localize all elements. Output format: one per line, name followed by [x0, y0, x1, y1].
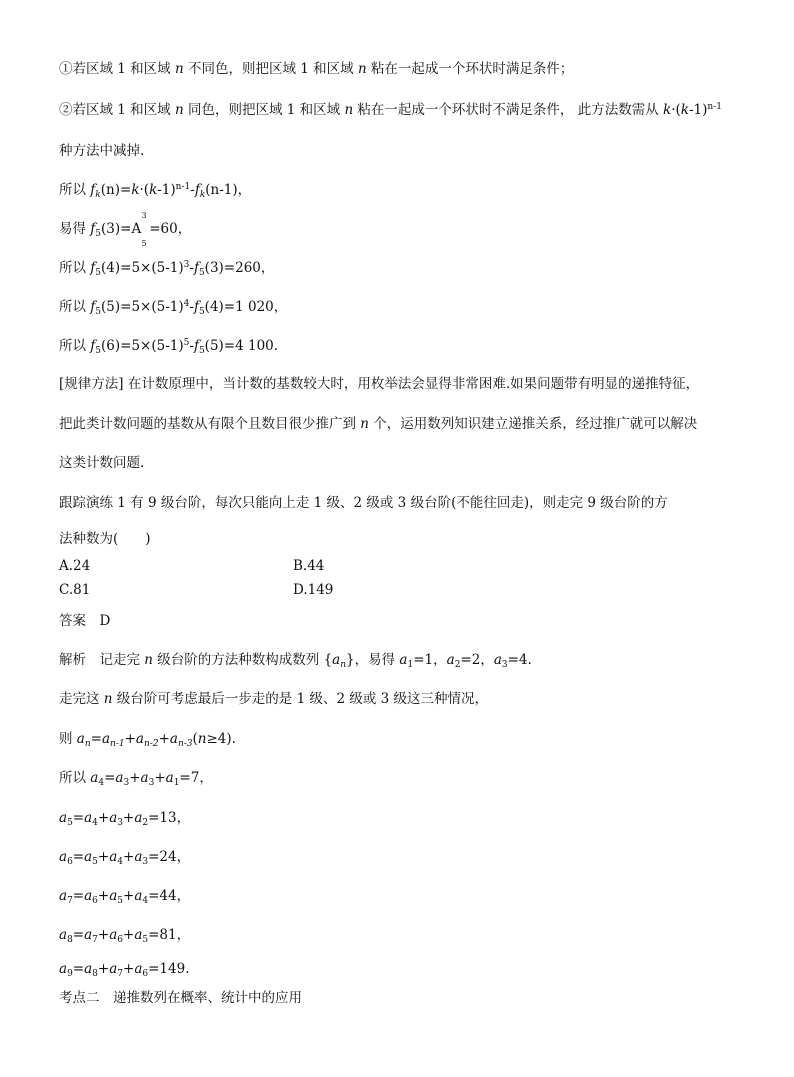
- option-a: A.24: [59, 558, 91, 574]
- option-d: D.149: [293, 582, 334, 598]
- formula-f5-4: 所以 $f_5(4)=5\times(5-1)^3-f_5(3)=260$，: [59, 260, 275, 278]
- recurrence-row: $a_5=a_4+a_3+a_2=13$，: [59, 810, 191, 828]
- section-heading: 考点二 递推数列在概率、统计中的应用: [59, 990, 302, 1006]
- recurrence-row: $a_9=a_8+a_7+a_6=149$.: [59, 961, 190, 979]
- analysis-line-1: 解析 记走完 n 级台阶的方法种数构成数列 $\{a_n\}$，易得 $a_1=1$，$a_2=2$，$a_3=4$.: [59, 652, 532, 670]
- arrangement-symbol: A 3 5: [131, 211, 147, 248]
- method-line-1: [规律方法] 在计数原理中，当计数的基数较大时，用枚举法会显得非常困难.如果问题带有明显的递推特征，: [59, 376, 700, 392]
- option-c: C.81: [59, 582, 91, 598]
- formula-f5-6: 所以 $f_5(6)=5\times(5-1)^5-f_5(5)=4$ 100.: [59, 338, 279, 356]
- option-b: B.44: [293, 558, 325, 574]
- condition-line-3: 种方法中减掉.: [59, 143, 145, 159]
- condition-line-2: ②若区域 1 和区域 n 同色，则把区域 1 和区域 n 粘在一起成一个环状时不满足条件， 此方法数需从 $k\cdot(k-1)^{n-1}$: [59, 102, 722, 118]
- analysis-line-2: 走完这 n 级台阶可考虑最后一步走的是 1 级、2 级或 3 级这三种情况，: [59, 691, 489, 707]
- recurrence-row: $a_8=a_7+a_6+a_5=81$，: [59, 927, 191, 945]
- formula-f5-5: 所以 $f_5(5)=5\times(5-1)^4-f_5(4)=1$ 020，: [59, 299, 288, 317]
- condition-line-1: ①若区域 1 和区域 n 不同色，则把区域 1 和区域 n 粘在一起成一个环状时满足条件；: [59, 61, 574, 77]
- exercise-line-1: 跟踪演练 1 有 9 级台阶，每次只能向上走 1 级、2 级或 3 级台阶(不能往回走)，则走完 9 级台阶的方: [59, 495, 668, 511]
- recurrence-row: $a_7=a_6+a_5+a_4=44$，: [59, 888, 191, 906]
- method-line-2: 把此类计数问题的基数从有限个且数目很少推广到 n 个，运用数列知识建立递推关系，经过推广就可以解决: [59, 416, 698, 432]
- recurrence-row: $a_6=a_5+a_4+a_3=24$，: [59, 849, 191, 867]
- exercise-line-2: 法种数为( ): [59, 531, 151, 547]
- method-line-3: 这类计数问题.: [59, 455, 145, 471]
- formula-fk: 所以 $f_k(n)=k\cdot(k-1)^{n-1}-f_k(n-1)$，: [59, 182, 252, 200]
- recurrence-row: 所以 $a_4=a_3+a_3+a_1=7$，: [59, 770, 213, 788]
- formula-f5-3: 易得 $f_5(3)=A$ 3 5 =60，: [59, 211, 192, 248]
- answer: 答案 D: [59, 613, 111, 629]
- analysis-recurrence: 则 $a_n=a_{n-1}+a_{n-2}+a_{n-3}(n\ge 4)$.: [59, 731, 236, 749]
